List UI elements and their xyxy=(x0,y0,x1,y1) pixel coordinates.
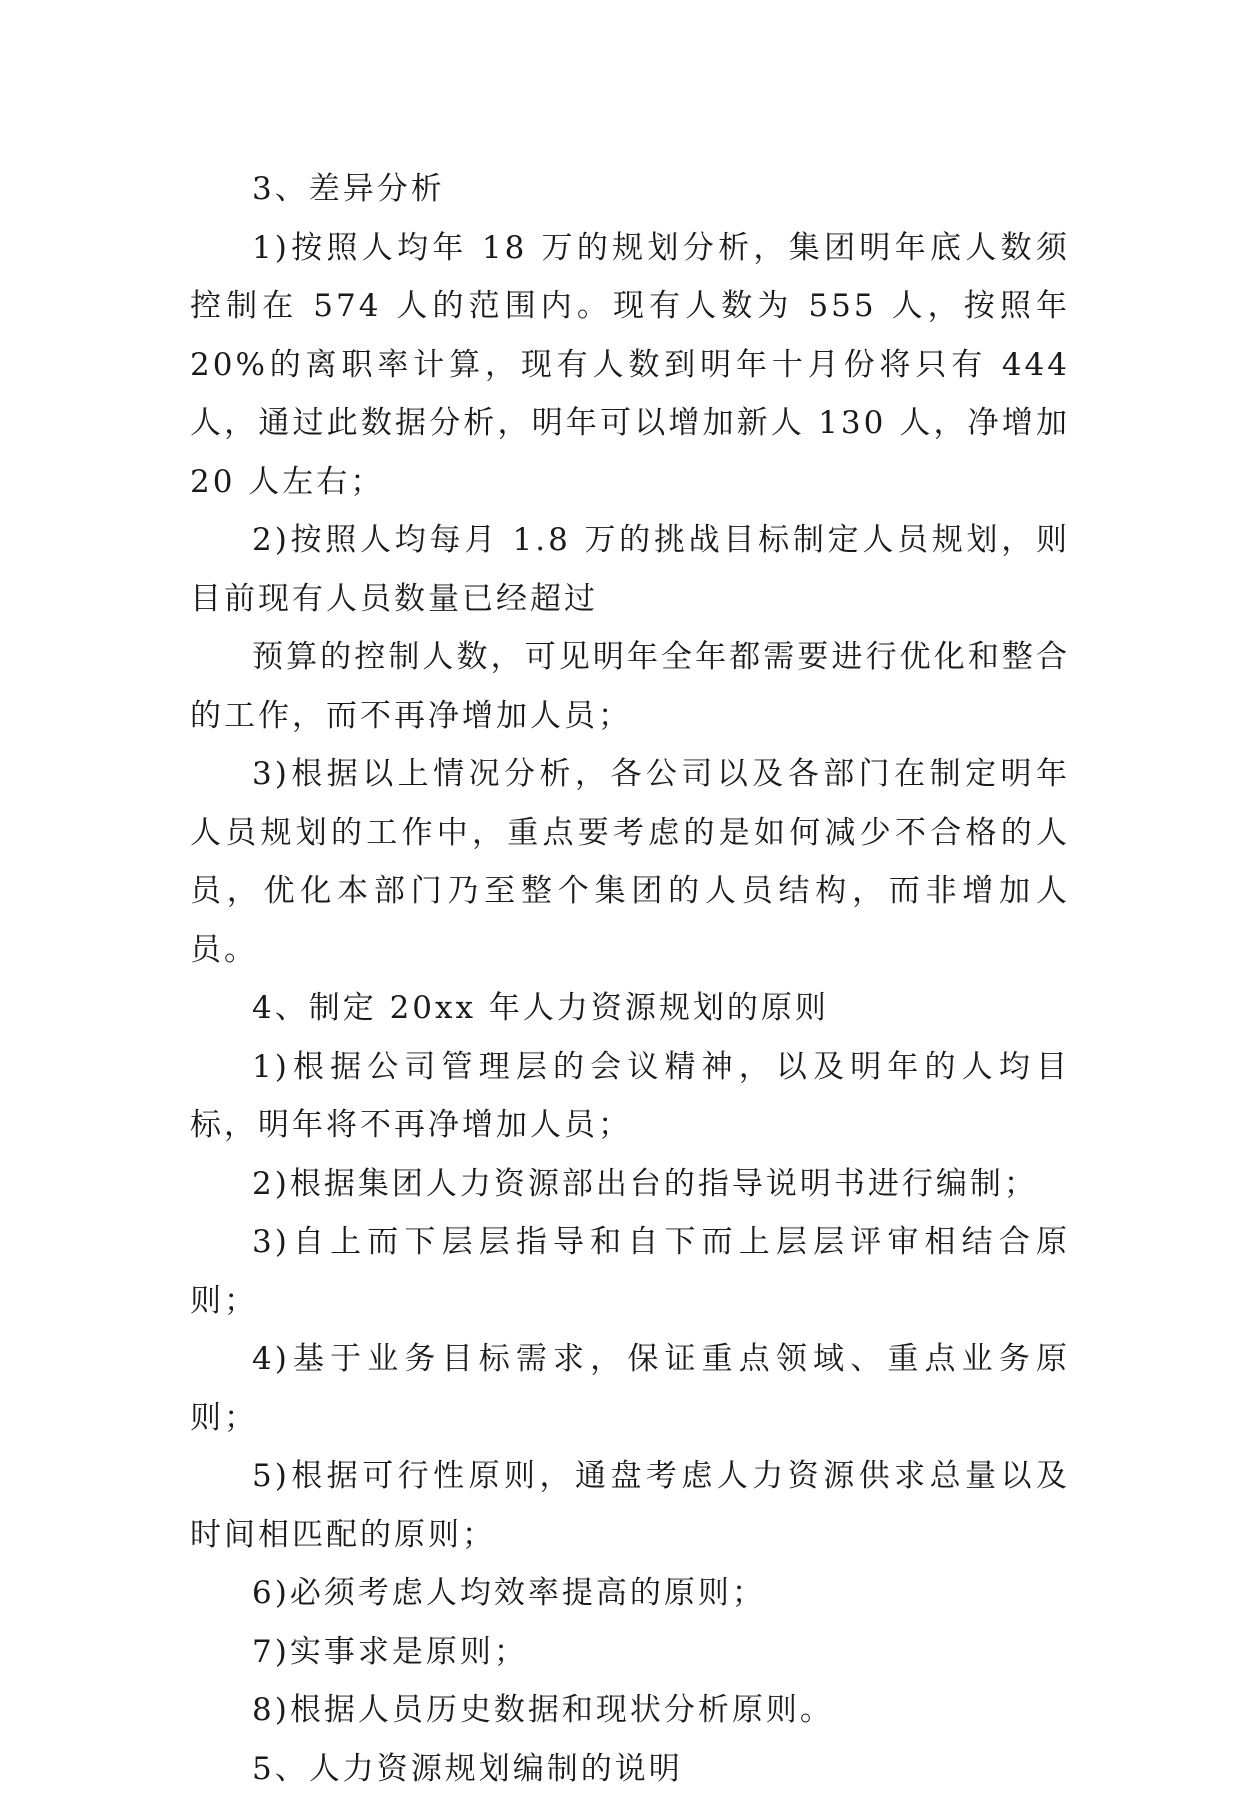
list-item: 1)根据公司管理层的会议精神，以及明年的人均目标，明年将不再净增加人员； xyxy=(190,1038,1070,1155)
section-heading-5: 5、人力资源规划编制的说明 xyxy=(190,1740,1070,1798)
section-heading-3: 3、差异分析 xyxy=(190,160,1070,219)
paragraph: 3)根据以上情况分析，各公司以及各部门在制定明年人员规划的工作中，重点要考虑的是如何减少不合格的人员，优化本部门乃至整个集团的人员结构，而非增加人员。 xyxy=(190,745,1070,979)
list-item: 7)实事求是原则； xyxy=(190,1623,1070,1682)
list-item: 4)基于业务目标需求，保证重点领域、重点业务原则； xyxy=(190,1330,1070,1447)
paragraph: 1)按照人均年 18 万的规划分析，集团明年底人数须控制在 574 人的范围内。现有人数为 555 人，按照年 20%的离职率计算，现有人数到明年十月份将只有 444 人，通过此数据分析，明年可以增加新人 130 人，净增加 20 人左右； xyxy=(190,219,1070,512)
section-heading-4: 4、制定 20xx 年人力资源规划的原则 xyxy=(190,979,1070,1038)
paragraph: 2)按照人均每月 1.8 万的挑战目标制定人员规划，则目前现有人员数量已经超过 xyxy=(190,511,1070,628)
list-item: 2)根据集团人力资源部出台的指导说明书进行编制； xyxy=(190,1155,1070,1214)
list-item: 5)根据可行性原则，通盘考虑人力资源供求总量以及时间相匹配的原则； xyxy=(190,1447,1070,1564)
document-body xyxy=(190,160,1070,1798)
list-item: 6)必须考虑人均效率提高的原则； xyxy=(190,1564,1070,1623)
paragraph: 预算的控制人数，可见明年全年都需要进行优化和整合的工作，而不再净增加人员； xyxy=(190,628,1070,745)
list-item: 3)自上而下层层指导和自下而上层层评审相结合原则； xyxy=(190,1213,1070,1330)
list-item: 8)根据人员历史数据和现状分析原则。 xyxy=(190,1681,1070,1740)
